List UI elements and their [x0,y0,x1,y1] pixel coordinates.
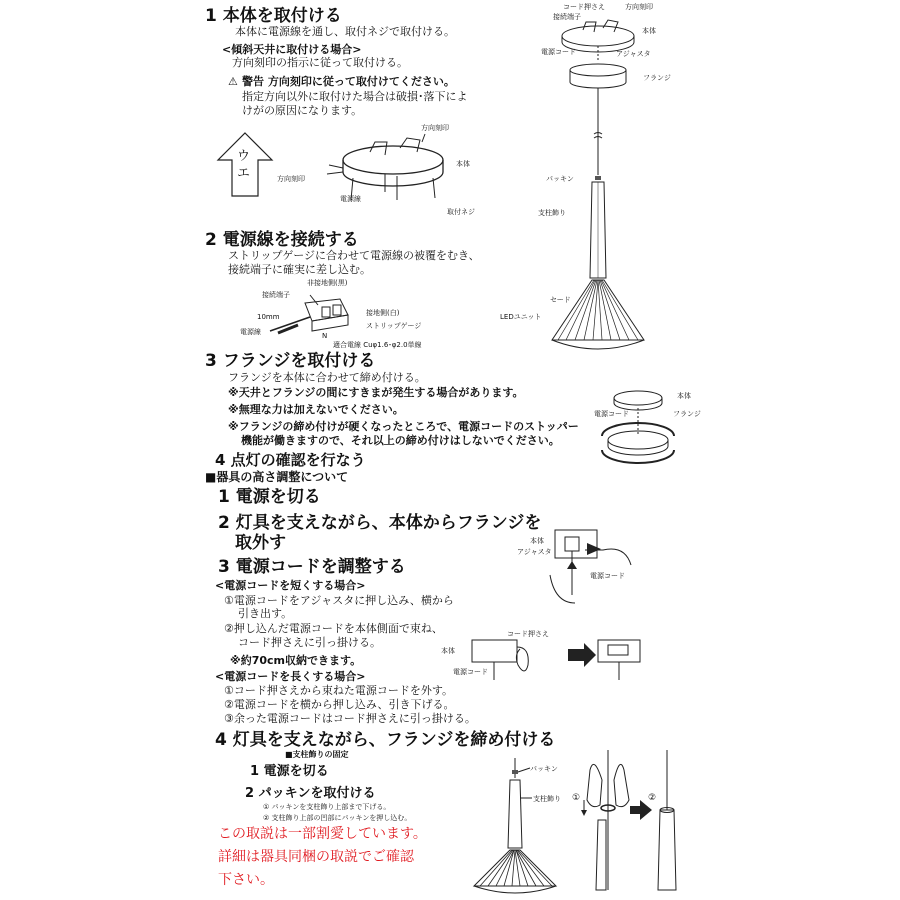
step3-diagram-holder-label: コード押さえ [507,630,549,638]
strip-gauge-label: ストリップゲージ [366,322,422,330]
height-step2a: 2 灯具を支えながら、本体からフランジを [218,513,542,533]
pillar-sub2: ② 支柱飾り上部の凹部にパッキンを押し込む。 [263,814,412,822]
adjuster-illustration [545,525,640,605]
shorten-heading: <電源コードを短くする場合> [215,579,366,592]
non-ground-label: 非接地側(黒) [307,279,348,287]
step2-diagram-cord-label: 電源コード [590,572,625,580]
step2-diagram-adjuster-label: アジャスタ [517,548,552,556]
shorten-1a: ①電源コードをアジャスタに押し込み、横から [224,594,454,607]
arrow-text: ウエ [237,149,251,181]
rd-led-unit: LEDユニット [500,313,542,321]
step3-note3a: ※フランジの締め付けが硬くなったところで、電源コードのストッパー [228,420,579,433]
power-wire-label: 電源線 [340,195,361,203]
rd-pillar: 支柱飾り [538,209,566,217]
step3-heading: 3 フランジを取付ける [205,351,376,371]
pillar-heading: ■支柱飾りの固定 [285,750,349,759]
pillar-sub1: ① パッキンを支柱飾り上部まで下げる。 [263,803,391,811]
wire-spec: 適合電線 Cuφ1.6･φ2.0単線 [333,341,422,349]
rd-shade: セード [550,296,571,304]
rd-power-cord: 電源コード [541,48,576,56]
pillar-step1: 1 電源を切る [250,764,329,779]
flange-diagram-cord-label: 電源コード [594,410,629,418]
step-num-1: ① [572,793,581,803]
rd-direction-mark: 方向刻印 [625,3,653,11]
height-heading: ■器具の高さ調整について [205,470,349,484]
notice-line2: 詳細は器具同梱の取説でご確認 [218,849,414,865]
rd-packing: パッキン [546,175,574,183]
direction-mark-top-label: 方向刻印 [421,124,449,132]
flange-diagram-body-label: 本体 [677,392,691,400]
step1-sub-heading: <傾斜天井に取付ける場合> [222,43,362,56]
pendant-lamp-illustration [548,10,658,360]
step3-note1: ※天井とフランジの間にすきまが発生する場合があります。 [228,386,524,399]
step1-body: 本体に電源線を通し、取付ネジで取付ける。 [235,25,455,38]
height-step1: 1 電源を切る [218,487,321,507]
step2-heading: 2 電源線を接続する [205,230,359,250]
lengthen-1: ①コード押さえから束ねた電源コードを外す。 [224,684,453,697]
step1-heading: 1 本体を取付ける [205,6,342,26]
step3-note3b: 機能が働きますので、それ以上の締め付けはしないでください。 [241,434,560,447]
rd-adjuster: アジャスタ [616,50,651,58]
warning-line2: けがの原因になります。 [242,104,363,117]
step2-line1: ストリップゲージに合わせて電源線の被覆をむき、 [228,249,480,262]
rd-body: 本体 [642,27,656,35]
packing-label: パッキン [530,765,558,773]
warning-line1: 指定方向以外に取付けた場合は破損･落下によ [242,90,468,103]
step2-line2: 接続端子に確実に差し込む。 [228,263,371,276]
step3-diagram-body-label: 本体 [441,647,455,655]
warning-title: 警告 方向刻印に従って取付けてください。 [242,75,455,88]
height-step2b: 取外す [235,533,286,553]
flange-diagram-flange-label: フランジ [673,410,701,418]
shorten-2a: ②押し込んだ電源コードを本体側面で束ね、 [224,622,443,635]
step-num-2: ② [648,793,657,803]
step1-sub-body: 方向刻印の指示に従って取付ける。 [232,56,408,69]
notice-line3: 下さい。 [218,872,274,888]
ground-label: 接地側(白) [366,309,400,317]
warning-icon: ⚠ [228,75,238,88]
lengthen-heading: <電源コードを長くする場合> [215,670,366,683]
rd-flange: フランジ [643,74,671,82]
step2-diagram-body-label: 本体 [530,537,544,545]
cord-storage-illustration [470,635,645,685]
storage-note: ※約70cm収納できます。 [230,654,362,667]
rd-cord-holder: コード押さえ [563,3,605,11]
power-wire-label-2: 電源線 [240,328,261,336]
shorten-1b: 引き出す。 [238,607,293,620]
screw-label: 取付ネジ [447,208,475,216]
body-label: 本体 [456,160,470,168]
rd-terminal: 接続端子 [553,13,581,21]
terminal-illustration [270,295,360,340]
step3-line1: フランジを本体に合わせて締め付ける。 [228,371,426,384]
pillar-step2: 2 パッキンを取付ける [245,786,376,801]
lengthen-3: ③余った電源コードはコード押さえに引っ掛ける。 [224,712,476,725]
packing-steps-illustration [572,750,692,895]
height-step3: 3 電源コードを調整する [218,557,406,577]
step3-note2: ※無理な力は加えないでください。 [228,403,404,416]
step4-heading: 4 点灯の確認を行なう [215,451,366,469]
height-step4: 4 灯具を支えながら、フランジを締め付ける [215,730,556,750]
pillar-label: 支柱飾り [533,795,561,803]
step3-diagram-cord-label: 電源コード [453,668,488,676]
terminal-label: 接続端子 [262,291,290,299]
notice-line1: この取説は一部割愛しています。 [218,826,427,842]
n-label: N [322,332,328,340]
body-unit-illustration [325,130,455,220]
flange-illustration [600,378,680,463]
direction-mark-label: 方向刻印 [277,175,305,183]
mm-label: 10mm [257,313,280,321]
shorten-2b: コード押さえに引っ掛ける。 [238,636,381,649]
pillar-lamp-illustration [470,758,560,900]
lengthen-2: ②電源コードを横から押し込み、引き下げる。 [224,698,455,711]
